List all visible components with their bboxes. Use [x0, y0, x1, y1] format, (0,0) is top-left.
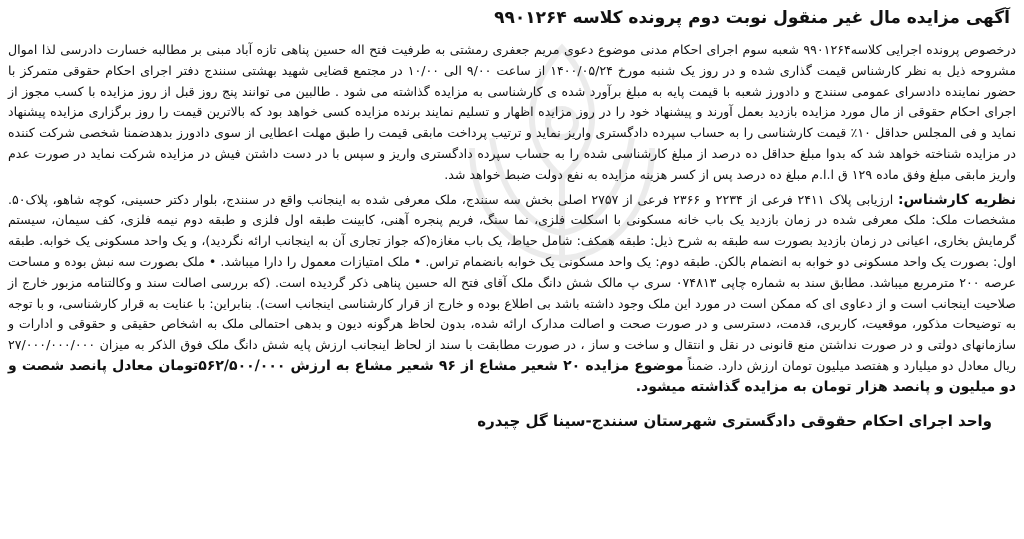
expert-opinion-body: ارزیابی پلاک ۲۴۱۱ فرعی از ۲۲۳۴ و ۲۳۶۶ فرعی از ۲۷۵۷ اصلی بخش سه سنندج، ملک معرفی شده به اینجانب واقع در سنندج، بلوار دکتر حسینی، کوچه شاهو، پلاک۵۰. مشخصات ملک: ملک معرفی شده در زمان بازدید یک باب خانه مسکونی با اسکلت فلزی، نما سنگ، فریم پنجره آهنی، کابینت طبقه اول فلزی و طبقه دوم نیمه فلزی، کف سیمان، سیستم گرمایش بخاری، اعیانی در زمان بازدید بصورت سه طبقه به شرح ذیل: طبقه همکف: شامل حیاط، یک باب مغازه(که جواز تجاری آن به اینجانب ارائه نگردید)، و یک واحد مسکونی یک خوابه. طبقه اول: بصورت یک واحد مسکونی دو خوابه به انضمام بالکن. طبقه دوم: یک واحد مسکونی یک خوابه بانضمام تراس. • ملک امتیازات معمول را دارا میباشد. • ملک بصورت سه نبش بوده و مساحت عرصه ۲۰۰ مترمربع میباشد. مطابق سند به شماره چاپی ۰۷۴۸۱۳ سری پ مالک شش دانگ ملک آقای فتح اله حسین پناهی ذکر گردیده است. (که بررسی اصالت سند و وکالتنامه مزبور خارج از صلاحیت اینجانب است و از دعاوی ای که ممکن است در مورد این ملک وجود داشته باشد بی اطلاع بوده و خارج از قرار کارشناسی اینجانب است). بنابراین: با عنایت به قرار کارشناسی، و با توجه به توضیحات مذکور، موقعیت، کاربری، قدمت، دسترسی و در صورت صحت و اصالت مدارک ارائه شده، بدون لحاظ هرگونه دیون و بدهی احتمالی ملک به اشخاص حقیقی و حقوقی و ادارات و سازمانهای دولتی و در صورت نداشتن منع قانونی در نقل و انتقال و ساخت و ساز ، در صورت مطابقت با سند از لحاظ اینجانب ارزش پایه شش دانگ ملک فوق الذکر به میزان ۲۷/۰۰۰/۰۰۰/۰۰۰ ریال معادل دو میلیارد و هفتصد میلیون تومان ارزش دارد. ضمناً: [8, 191, 1017, 373]
auction-subject-statement: موضوع مزایده ۲۰ شعیر مشاع از ۹۶ شعیر مشاع به ارزش ۵۶۲/۵۰۰/۰۰۰تومان معادل پانصد شصت و دو میلیون و پانصد هزار تومان به مزایده گذاشته میشود.: [8, 357, 1016, 395]
notice-paragraph-expert-opinion: [8, 190, 1016, 398]
issuing-unit-signature: واحد اجرای احکام حقوقی دادگستری شهرستان سنندج-سینا گل چیدره: [477, 411, 992, 430]
notice-title: آگهی مزایده مال غیر منقول نوبت دوم پرونده کلاسه ۹۹۰۱۲۶۴: [494, 8, 1010, 28]
notice-paragraph-auction-terms: درخصوص پرونده اجرایی کلاسه۹۹۰۱۲۶۴ شعبه سوم اجرای احکام مدنی موضوع دعوی مریم جعفری رمشتی به طرفیت فتح اله حسین پناهی تازه آباد مبنی بر مطالبه خسارت دادرسی لذا اموال مشروحه ذیل به نظر کارشناس قیمت گذاری شده و در روز یک شنبه مورخ ۱۴۰۰/۰۵/۲۴ از ساعت ۹/۰۰ الی ۱۰/۰۰ در مجتمع قضایی شهید بهشتی سنندج دفتر اجرای احکام حقوقی متمرکز با حضور نماینده دادسرای عمومی سنندج و دادورز شعبه با قیمت پایه به مبلغ برآورد شده ی کارشناسی به مزایده گذاشته می شود . طالبین می توانند پنج روز قبل از روز مزایده با کسب مجوز از اجرای احکام حقوقی از مال مورد مزایده بازدید بعمل آورند و پیشنهاد خود را در روز مزایده اظهار و تسلیم نمایند برنده مزایده کسی خواهد بود که بالاترین قیمت را روز برگزاری مزایده پیشنهاد نماید و فی المجلس حداقل ۱۰٪ قیمت کارشناسی را به حساب سپرده دادگستری واریز نماید و ترتیب پرداخت مابقی قیمت را طبق مهلت اعطایی از سوی دادورز بدهدضمنا شخصی شرکت کننده در مزایده شناخته خواهد شد که بدوا مبلغ حداقل ده درصد از مبلغ کارشناسی شده را به حساب سپرده دادگستری واریز و سپس با در دست داشتن فیش در مزایده شرکت نماید در صورت عدم واریز مابقی مبلغ وفق ماده ۱۲۹ ق ا.ا.م مبلغ ده درصد پس از کسر هزینه مزایده به نفع دولت ضبط خواهد شد.: [8, 42, 1017, 182]
expert-opinion-heading: نظریه کارشناس:: [897, 191, 1016, 208]
